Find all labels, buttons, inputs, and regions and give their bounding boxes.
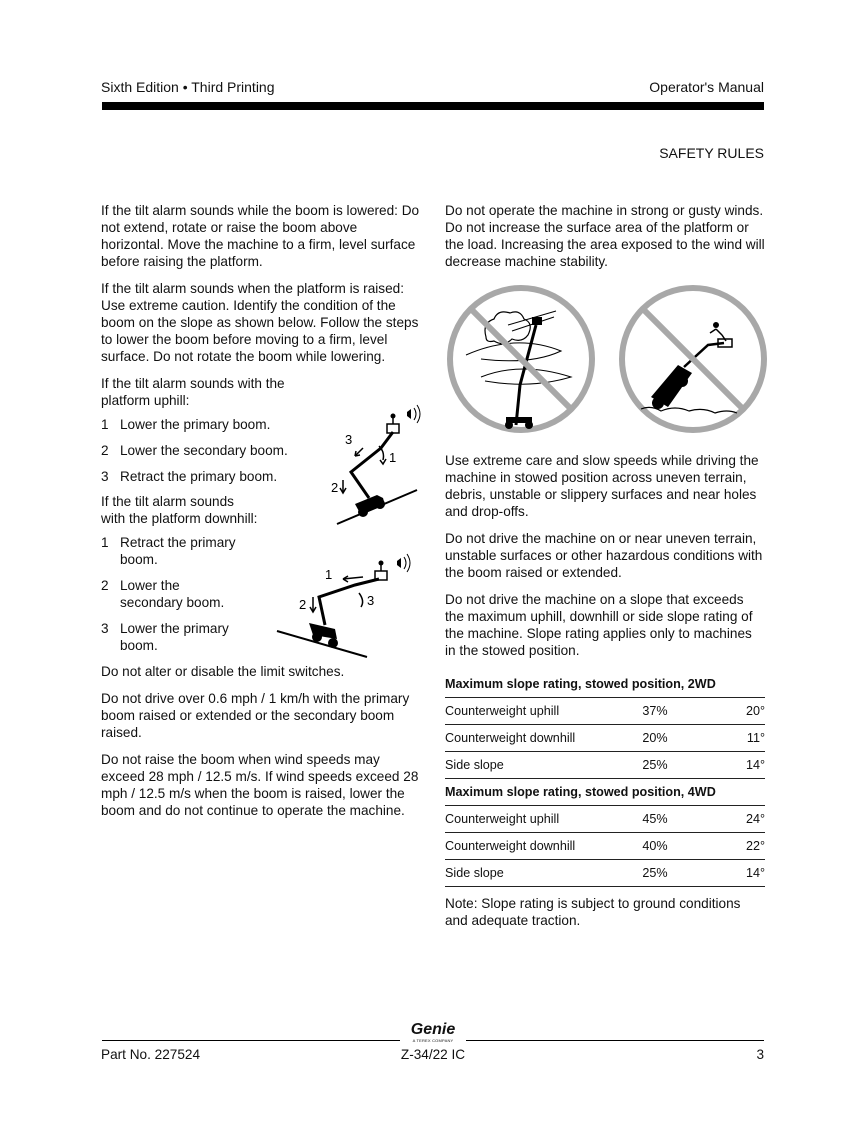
right-column <box>445 202 765 280</box>
uphill-step-label: 3 <box>345 432 353 447</box>
model-number: Z-34/22 IC <box>400 1047 466 1062</box>
drive-speed-text: Do not drive over 0.6 mph / 1 km/h with the primary boom raised or extended or the secondary boom raised. <box>101 691 410 740</box>
table-row: Counterweight uphill 37% 20° <box>445 698 765 725</box>
page-number: 3 <box>756 1047 764 1062</box>
table-row: Side slope 25% 14° <box>445 860 765 887</box>
prohibition-illustrations <box>446 285 768 435</box>
wind-warning-text: Do not operate the machine in strong or gusty winds. Do not increase the surface area of the platform or the load. Increasing the area exposed to the wind will decrease machine stability. <box>445 203 765 269</box>
table-title: Maximum slope rating, stowed position, 2WD <box>445 671 765 698</box>
limit-switch-text: Do not alter or disable the limit switches. <box>101 664 345 679</box>
manual-title: Operator's Manual <box>649 79 764 95</box>
no-wind-operation-icon <box>450 288 592 430</box>
slope-note: Note: Slope rating is subject to ground conditions and adequate traction. <box>445 896 741 928</box>
downhill-step-label: 2 <box>299 597 307 612</box>
section-title: SAFETY RULES <box>659 145 764 161</box>
uphill-boom-illustration <box>325 402 425 530</box>
list-item: 2 Lower the secondary boom. <box>101 443 288 458</box>
tilt-alarm-lowered-text: If the tilt alarm sounds while the boom is lowered: Do not extend, rotate or raise the boom above horizontal. Move the machine to a firm, level surface before raising the platform. <box>101 203 420 269</box>
list-item: 3 Lower the primary boom. <box>101 621 229 653</box>
table-row: Counterweight uphill 45% 24° <box>445 806 765 833</box>
list-item: 3 Retract the primary boom. <box>101 469 278 484</box>
uneven-terrain-text: Do not drive the machine on or near uneven terrain, unstable surfaces or other hazardous conditions with the boom raised or extended. <box>445 531 763 580</box>
wind-speed-text: Do not raise the boom when wind speeds may exceed 28 mph / 12.5 m/s. If wind speeds exceed 28 mph / 12.5 m/s when the boom is raised, lower the boom and do not continue to operate the machine. <box>101 752 419 818</box>
list-item: 1 Retract the primary boom. <box>101 535 236 567</box>
downhill-step-label: 3 <box>367 593 375 608</box>
slope-table-2wd <box>445 671 765 887</box>
edition-label: Sixth Edition • Third Printing <box>101 79 275 95</box>
footer-rule-right <box>466 1040 764 1041</box>
table-row: Counterweight downhill 20% 11° <box>445 725 765 752</box>
table-title: Maximum slope rating, stowed position, 4WD <box>445 779 765 806</box>
table-row: Counterweight downhill 40% 22° <box>445 833 765 860</box>
uphill-intro: If the tilt alarm sounds with the platform uphill: <box>101 376 285 408</box>
downhill-step-label: 1 <box>325 567 333 582</box>
table-row: Side slope 25% 14° <box>445 752 765 779</box>
uphill-step-label: 2 <box>331 480 339 495</box>
downhill-intro: If the tilt alarm sounds with the platform downhill: <box>101 494 258 526</box>
downhill-boom-illustration <box>275 553 425 661</box>
part-number: Part No. 227524 <box>101 1047 200 1062</box>
tilt-alarm-raised-text: If the tilt alarm sounds when the platform is raised: Use extreme caution. Identify the condition of the boom on the slope as shown below. Follow the steps to lower the boom before moving to a firm, level surface. Do not rotate the boom while lowering. <box>101 281 419 364</box>
uphill-step-label: 1 <box>389 450 397 465</box>
footer-rule-left <box>102 1040 400 1041</box>
genie-logo: Genie A TEREX COMPANY <box>410 1021 456 1043</box>
list-item: 1 Lower the primary boom. <box>101 417 271 432</box>
no-uneven-terrain-icon <box>622 288 764 430</box>
list-item: 2 Lower the secondary boom. <box>101 578 225 610</box>
stowed-driving-text: Use extreme care and slow speeds while driving the machine in stowed position across uneven terrain, debris, unstable or slippery surfaces and near holes and drop-offs. <box>445 453 759 519</box>
right-column-lower <box>445 452 765 939</box>
slope-limit-text: Do not drive the machine on a slope that exceeds the maximum uphill, downhill or side slope rating of the machine. Slope rating applies only to machines in the stowed position. <box>445 592 753 658</box>
header-rule <box>102 102 764 110</box>
